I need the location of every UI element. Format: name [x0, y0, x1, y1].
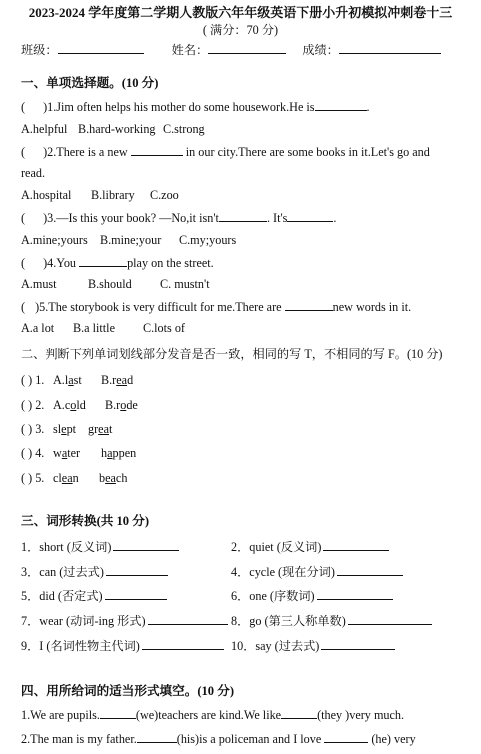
s3-left-9: 9．I (名词性物主代词) [21, 638, 224, 654]
s2-item-5: ( ) 5. clean beach [21, 471, 128, 485]
s3-blank-4[interactable] [337, 564, 403, 576]
q5-options [21, 321, 185, 336]
q1-option-a[interactable]: A.helpful [21, 122, 68, 136]
s4-q1: 1.We are pupils. (we)teachers are kind.We like (they )very much. [21, 708, 405, 722]
full-score: ( 满分：70 分) [202, 23, 279, 37]
s3-right-2: 2．quiet (反义词) [231, 539, 389, 555]
q2-blank[interactable] [131, 144, 183, 156]
q4-options [21, 277, 210, 292]
s3-blank-2[interactable] [323, 539, 389, 551]
s3-left-5: 5．did (否定式) [21, 588, 167, 604]
q4-stem: ( )4.You play on the street. [21, 256, 214, 270]
s3-left-7: 7．wear (动词-ing 形式) [21, 613, 228, 629]
q1-stem: ( )1.Jim often helps his mother do some housework.He is . [21, 100, 370, 114]
s4-q2: 2.The man is my father. (his)is a policeman and I love (he) very [21, 732, 416, 746]
section2-heading: 二、判断下列单词划线部分发音是否一致，相同的写 T，不相同的写 F。(10 分) [21, 347, 443, 361]
s3-left-1: 1．short (反义词) [21, 539, 179, 555]
q4-blank[interactable] [79, 255, 127, 267]
q5-option-c[interactable]: C.lots of [143, 321, 185, 335]
q1-option-c[interactable]: C.strong [163, 122, 205, 136]
q3-option-c[interactable]: C.my;yours [179, 233, 237, 247]
q5-option-b[interactable]: B.a little [73, 321, 115, 335]
name-blank[interactable] [208, 42, 286, 54]
q3-blank-2[interactable] [287, 210, 333, 222]
s3-blank-6[interactable] [317, 588, 393, 600]
s3-blank-10[interactable] [321, 638, 395, 650]
q3-option-b[interactable]: B.mine;your [100, 233, 162, 247]
info-row [21, 42, 441, 58]
s3-blank-5[interactable] [105, 588, 167, 600]
q1-blank[interactable] [315, 99, 367, 111]
q2-option-a[interactable]: A.hospital [21, 188, 72, 202]
s3-right-6: 6．one (序数词) [231, 588, 393, 604]
s3-blank-8[interactable] [348, 613, 432, 625]
s3-right-4: 4．cycle (现在分词) [231, 564, 403, 580]
name-label: 姓名： [171, 43, 209, 57]
s4-q1-blank-1[interactable] [100, 707, 136, 719]
q3-blank-1[interactable] [219, 210, 267, 222]
s2-item-4: ( ) 4. water happen [21, 446, 137, 460]
s3-right-10: 10．say (过去式) [231, 638, 395, 654]
q4-option-b[interactable]: B.should [88, 277, 132, 291]
s3-blank-3[interactable] [106, 564, 168, 576]
q4-option-a[interactable]: A.must [21, 277, 57, 291]
q2-option-c[interactable]: C.zoo [150, 188, 179, 202]
q5-stem: ( )5.The storybook is very difficult for me.There are new words in it. [21, 300, 412, 314]
class-label: 班级： [21, 43, 58, 57]
grade-blank[interactable] [339, 42, 441, 54]
class-blank[interactable] [58, 42, 144, 54]
s4-q2-blank-2[interactable] [324, 731, 368, 743]
s2-item-2: ( ) 2. A.cold B.rode [21, 398, 138, 412]
s4-q2-blank-1[interactable] [137, 731, 177, 743]
q1-option-b[interactable]: B.hard-working [78, 122, 156, 136]
q2-options [21, 188, 179, 203]
q1-options [21, 122, 205, 137]
section4-heading: 四、用所给词的适当形式填空。(10 分) [21, 684, 235, 698]
s2-item-3: ( ) 3. slept great [21, 422, 113, 436]
s3-blank-9[interactable] [142, 638, 224, 650]
q2-continued: read. [21, 166, 46, 180]
q3-stem: ( )3.—Is this your book? —No,it isn't . It's . [21, 211, 337, 225]
s3-right-8: 8．go (第三人称单数) [231, 613, 432, 629]
q3-option-a[interactable]: A.mine;yours [21, 233, 88, 247]
q2-stem: ( )2.There is a new in our city.There are some books in it.Let's go and [21, 145, 430, 159]
s3-left-3: 3．can (过去式) [21, 564, 168, 580]
exam-title: 2023-2024 学年度第二学期人教版六年年级英语下册小升初模拟冲刺卷十三 [28, 5, 453, 20]
s3-blank-1[interactable] [113, 539, 179, 551]
section3-heading: 三、词形转换(共 10 分) [21, 514, 150, 528]
s3-blank-7[interactable] [148, 613, 228, 625]
q2-option-b[interactable]: B.library [91, 188, 135, 202]
s2-item-1: ( ) 1. A.last B.read [21, 373, 134, 387]
s4-q1-blank-2[interactable] [281, 707, 317, 719]
grade-label: 成绩： [302, 43, 339, 57]
q5-blank[interactable] [285, 299, 333, 311]
section1-heading: 一、单项选择题。(10 分) [21, 76, 159, 90]
q5-option-a[interactable]: A.a lot [21, 321, 55, 335]
q4-option-c[interactable]: C. mustn't [160, 277, 210, 291]
q3-options [21, 233, 236, 248]
